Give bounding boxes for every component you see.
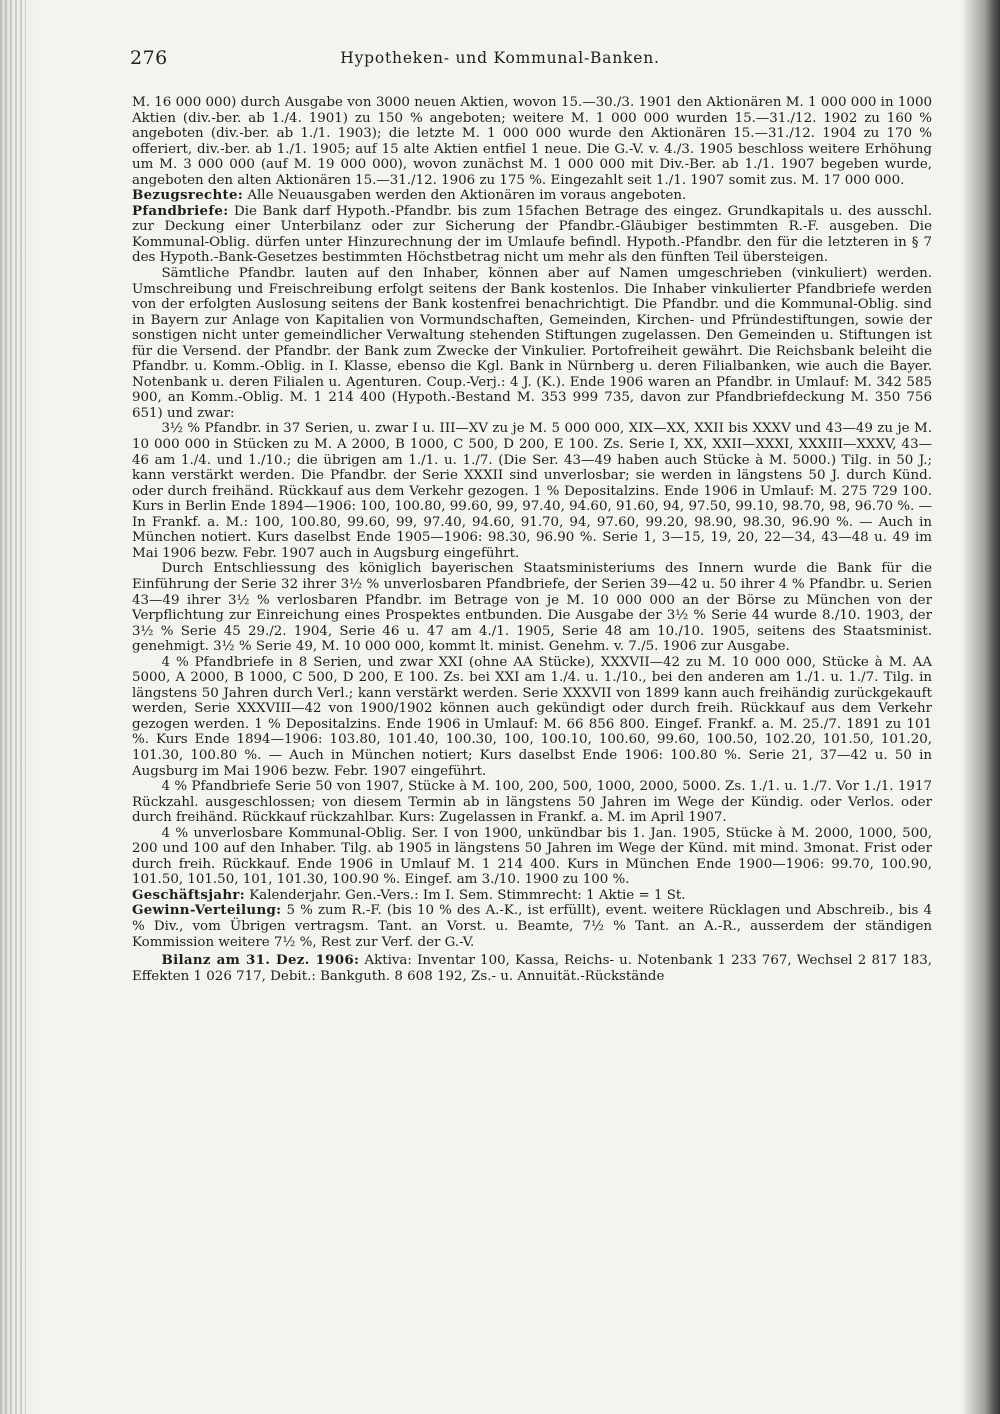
paragraph-serie-50: 4 % Pfandbriefe Serie 50 von 1907, Stücke à M. 100, 200, 500, 1000, 2000, 5000. Zs. 1./1. u. 1./7. Vor 1./1. 1917 Rückzahl. ausgeschlossen; von diesem Termin ab in längstens 50 Jahren im Wege der Kündig. oder Verlos. oder durch freihänd. Rückkauf rückzahlbar. Kurs: Zugelassen in Frankf. a. M. im April 1907. [132, 779, 932, 826]
page-number: 276 [130, 47, 168, 69]
section-label: Bilanz am 31. Dez. 1906: [161, 952, 360, 969]
section-label: Gewinn-Verteilung: [132, 902, 282, 919]
page-edge-shadow [962, 0, 1000, 1414]
paragraph-capital-increase: M. 16 000 000) durch Ausgabe von 3000 neuen Aktien, wovon 15.—30./3. 1901 den Aktionären M. 1 000 000 in 1000 Aktien (div.-ber. ab 1./4. 1901) zu 150 % angeboten; weitere M. 1 000 000 wurden 15.—31./12. 1902 zu 160 % angeboten (div.-ber. ab 1./1. 1903); die letzte M. 1 000 000 wurde den Aktionären 15.—31./12. 1904 zu 170 % offeriert, div.-ber. ab 1./1. 1905; auf 15 alte Aktien entfiel 1 neue. Die G.-V. v. 4./3. 1905 beschloss weitere Erhöhung um M. 3 000 000 (auf M. 19 000 000), wovon zunächst M. 1 000 000 mit Div.-Ber. ab 1./1. 1907 begeben wurde, angeboten den alten Aktionären 15.—31./12. 1906 zu 175 %. Eingezahlt seit 1./1. 1907 somit zus. M. 17 000 000. [132, 95, 932, 188]
section-label: Bezugsrechte: [132, 187, 244, 204]
paragraph-pfandbriefe-3-5-percent: 3½ % Pfandbr. in 37 Serien, u. zwar I u. III—XV zu je M. 5 000 000, XIX—XX, XXII bis XXXV und 43—49 zu je M. 10 000 000 in Stücken zu M. A 2000, B 1000, C 500, D 200, E 100. Zs. Serie I, XX, XXII—XXXI, XXXIII—XXXV, 43—46 am 1./4. und 1./10.; die übrigen am 1./1. u. 1./7. (Die Ser. 43—49 haben auch Stücke à M. 5000.) Tilg. in 50 J.; kann verstärkt werden. Die Pfandbr. der Serie XXXII sind unverlosbar; sie werden in längstens 50 J. durch Künd. oder durch freihänd. Rückkauf aus dem Verkehr gezogen. 1 % Depositalzins. Ende 1906 in Umlauf: M. 275 729 100. Kurs in Berlin Ende 1894—1906: 100, 100.80, 99.60, 99, 97.40, 94.60, 91.60, 94, 97.50, 99.10, 98.70, 98, 96.70 %. — In Frankf. a. M.: 100, 100.80, 99.60, 99, 97.40, 94.60, 91.70, 94, 97.60, 99.20, 98.90, 98.30, 96.90 %. — Auch in München notiert. Kurs daselbst Ende 1905—1906: 98.30, 96.90 %. Serie 1, 3—15, 19, 20, 22—34, 43—48 u. 49 im Mai 1906 bezw. Febr. 1907 auch in Augsburg eingeführt. [132, 421, 932, 561]
paragraph-staatsministerium: Durch Entschliessung des königlich bayerischen Staatsministeriums des Innern wurde die Bank für die Einführung der Serie 32 ihrer 3½ % unverlosbaren Pfandbriefe, der Serien 39—42 u. 50 ihrer 4 % Pfandbr. u. Serien 43—49 ihrer 3½ % verlosbaren Pfandbr. im Betrage von je M. 10 000 000 an der Börse zu München von der Verpflichtung zur Einreichung eines Prospektes entbunden. Die Ausgabe der 3½ % Serie 44 wurde 8./10. 1903, der 3½ % Serie 45 29./2. 1904, Serie 46 u. 47 am 4./1. 1905, Serie 48 am 10./10. 1905, seitens des Staatsminist. genehmigt. 3½ % Serie 49, M. 10 000 000, kommt lt. minist. Genehm. v. 7./5. 1906 zur Ausgabe. [132, 561, 932, 655]
paragraph-pfandbriefe-inhaber: Sämtliche Pfandbr. lauten auf den Inhaber, können aber auf Namen umgeschrieben (vinkuliert) werden. Umschreibung und Freischreibung erfolgt seitens der Bank kostenlos. Die Inhaber vinkulierter Pfandbriefe werden von der erfolgten Auslosung seitens der Bank kostenfrei benachrichtigt. Die Pfandbr. und die Kommunal-Oblig. sind in Bayern zur Anlage von Kapitalien von Vormundschaften, Gemeinden, Kirchen- und Pfründestiftungen, sowie der sonstigen nicht unter gemeindlicher Verwaltung stehenden Stiftungen zugelassen. Den Gemeinden u. Stiftungen ist für die Versend. der Pfandbr. der Bank zum Zwecke der Vinkulier. Portofreiheit gewährt. Die Reichsbank beleiht die Pfandbr. u. Komm.-Oblig. in I. Klasse, ebenso die Kgl. Bank in Nürnberg u. deren Filialbanken, wie auch die Bayer. Notenbank u. deren Filialen u. Agenturen. Coup.-Verj.: 4 J. (K.). Ende 1906 waren an Pfandbr. in Umlauf: M. 342 585 900, an Komm.-Oblig. M. 1 214 400 (Hypoth.-Bestand M. 353 999 735, davon zur Pfandbriefdeckung M. 350 756 651) und zwar: [132, 266, 932, 421]
paragraph-bezugsrechte: Bezugsrechte: Alle Neuausgaben werden den Aktionären im voraus angeboten. [132, 187, 687, 204]
section-label: Pfandbriefe: [132, 202, 229, 219]
section-label: Geschäftsjahr: [132, 886, 245, 903]
paragraph-pfandbriefe-4-percent: 4 % Pfandbriefe in 8 Serien, und zwar XXI (ohne AA Stücke), XXXVII—42 zu M. 10 000 000, Stücke à M. AA 5000, A 2000, B 1000, C 500, D 200, E 100. Zs. bei XXI am 1./4. u. 1./10., bei den anderen am 1./1. u. 1./7. Tilg. in längstens 50 Jahren durch Verl.; kann verstärkt werden. Serie XXXVII von 1899 kann auch freihändig zurückgekauft werden, Serie XXXVIII—42 von 1900/1902 können auch gekündigt oder durch freih. Rückkauf aus dem Verkehr gezogen werden. 1 % Depositalzins. Ende 1906 in Umlauf: M. 66 856 800. Eingef. Frankf. a. M. 25./7. 1891 zu 101 %. Kurs Ende 1894—1906: 103.80, 101.40, 100.30, 100, 100.10, 100.60, 99.60, 100.50, 102.20, 101.50, 101.20, 101.30, 100.80 %. — Auch in München notiert; Kurs daselbst Ende 1906: 100.80 %. Serie 21, 37—42 u. 50 in Augsburg im Mai 1906 bezw. Febr. 1907 eingeführt. [132, 654, 932, 779]
paragraph-bilanz: Bilanz am 31. Dez. 1906: Aktiva: Inventar 100, Kassa, Reichs- u. Notenbank 1 233 767, Wechsel 2 817 183, Effekten 1 026 717, Debit.: Bankguth. 8 608 192, Zs.- u. Annuität.-Rückstände [132, 952, 932, 984]
running-head: Hypotheken- und Kommunal-Banken. [340, 49, 660, 67]
paragraph-pfandbriefe: Pfandbriefe: Die Bank darf Hypoth.-Pfandbr. bis zum 15fachen Betrage des eingez. Grundkapitals u. des ausschl. zur Deckung einer Unterbilanz oder zur Sicherung der Pfandbr.-Gläubiger bestimmten R.-F. ausgeben. Die Kommunal-Oblig. dürfen unter Hinzurechnung der im Umlaufe befindl. Hypoth.-Pfandbr. den für die letzteren in § 7 des Hypoth.-Bank-Gesetzes bestimmten Höchstbetrag nicht um mehr als den fünften Teil übersteigen. [132, 202, 932, 266]
body-text [132, 95, 932, 984]
paragraph-geschaeftsjahr: Geschäftsjahr: Kalenderjahr. Gen.-Vers.: Im I. Sem. Stimmrecht: 1 Aktie = 1 St. [132, 886, 686, 903]
paragraph-kommunal-oblig: 4 % unverlosbare Kommunal-Oblig. Ser. I von 1900, unkündbar bis 1. Jan. 1905, Stücke à M. 2000, 1000, 500, 200 und 100 auf den Inhaber. Tilg. ab 1905 in längstens 50 Jahren im Wege der Künd. mit mind. 3monat. Frist oder durch freih. Rückkauf. Ende 1906 in Umlauf M. 1 214 400. Kurs in München Ende 1900—1906: 99.70, 100.90, 101.50, 101.50, 101, 101.30, 100.90 %. Eingef. am 3./10. 1900 zu 100 %. [132, 825, 932, 888]
binding-shadow [0, 0, 26, 1414]
paragraph-gewinn-verteilung: Gewinn-Verteilung: 5 % zum R.-F. (bis 10 % des A.-K., ist erfüllt), event. weitere Rücklagen und Abschreib., bis 4 % Div., vom Übrigen vertragsm. Tant. an Vorst. u. Beamte, 7½ % Tant. an A.-R., ausserdem der ständigen Kommission weitere 7½ %, Rest zur Verf. der G.-V. [132, 902, 932, 950]
